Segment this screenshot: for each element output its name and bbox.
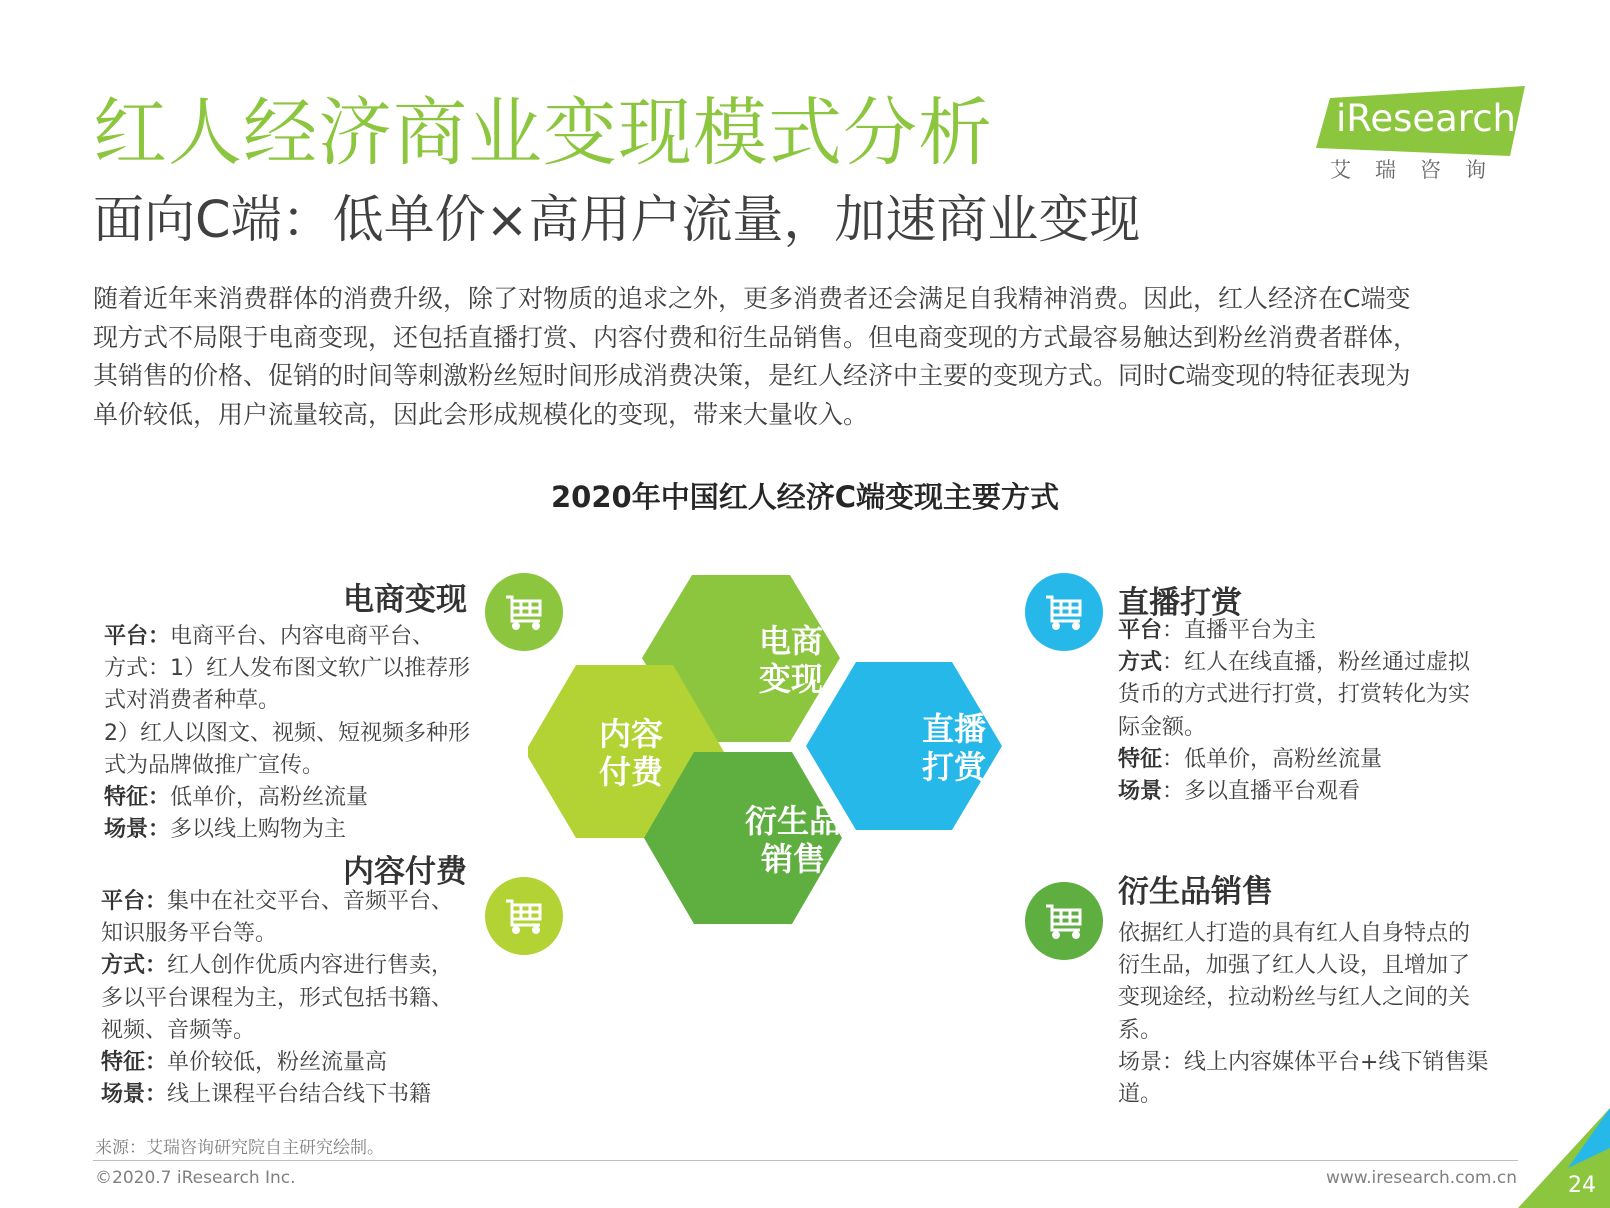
ecommerce-method: 方式：1）红人发布图文软广以推荐形	[104, 656, 470, 682]
derivative-line: 场景：线上内容媒体平台+线下销售渠	[1118, 1049, 1489, 1075]
ecommerce-feature: 特征：低单价，高粉丝流量	[104, 785, 369, 811]
ecommerce-details	[104, 621, 470, 846]
content-method: 视频、音频等。	[101, 1017, 256, 1043]
page-number: 24	[1568, 1173, 1596, 1198]
page-title: 红人经济商业变现模式分析	[93, 90, 993, 176]
live-method: 际金额。	[1118, 714, 1207, 740]
derivative-details	[1118, 918, 1488, 1111]
website-url: www.iresearch.com.cn	[1325, 1168, 1517, 1188]
copyright: ©2020.7 iResearch Inc.	[95, 1168, 296, 1188]
ecommerce-method: 式对消费者种草。	[104, 688, 281, 714]
shopping-cart-icon	[1025, 882, 1103, 960]
ecommerce-method: 式为品牌做推广宣传。	[104, 752, 325, 778]
live-method: 方式：红人在线直播，粉丝通过虚拟	[1118, 650, 1471, 676]
derivative-heading: 衍生品销售	[1118, 874, 1273, 910]
intro-line: 其销售的价格、促销的时间等刺激粉丝短时间形成消费决策，是红人经济中主要的变现方式。同时C端变现的特征表现为	[93, 361, 1411, 390]
hex-live-label: 直播 打赏	[921, 710, 986, 786]
diagram-title: 2020年中国红人经济C端变现主要方式	[551, 480, 1059, 514]
ecommerce-heading: 电商变现	[343, 582, 467, 618]
footer-divider	[93, 1160, 1518, 1161]
content-details	[101, 886, 453, 1111]
corner-decoration	[1518, 1108, 1610, 1208]
hex-content-label: 内容 付费	[598, 715, 663, 791]
derivative-line: 系。	[1118, 1017, 1163, 1043]
content-platform: 知识服务平台等。	[101, 921, 278, 947]
intro-line: 随着近年来消费群体的消费升级，除了对物质的追求之外，更多消费者还会满足自我精神消费。因此，红人经济在C端变	[93, 284, 1411, 313]
live-feature: 特征：低单价，高粉丝流量	[1118, 746, 1383, 772]
content-heading: 内容付费	[343, 854, 467, 890]
shopping-cart-icon	[1025, 573, 1103, 651]
content-method: 方式：红人创作优质内容进行售卖，	[101, 953, 454, 979]
intro-paragraph	[93, 280, 1518, 434]
logo-chinese: 艾瑞咨询	[1330, 158, 1510, 182]
logo-text: iResearch	[1336, 97, 1516, 140]
derivative-line: 依据红人打造的具有红人自身特点的	[1118, 921, 1471, 946]
hex-derivative-label: 衍生品 销售	[744, 802, 841, 878]
content-feature: 特征：单价较低，粉丝流量高	[101, 1050, 388, 1076]
ecommerce-scene: 场景：多以线上购物为主	[104, 817, 347, 843]
live-method: 货币的方式进行打赏，打赏转化为实	[1118, 682, 1471, 708]
derivative-line: 道。	[1118, 1082, 1163, 1108]
ecommerce-platform: 平台：电商平台、内容电商平台、	[104, 624, 435, 649]
content-scene: 场景：线上课程平台结合线下书籍	[101, 1082, 432, 1108]
content-method: 多以平台课程为主，形式包括书籍、	[101, 985, 454, 1011]
hex-ecommerce-label: 电商 变现	[758, 622, 823, 698]
shopping-cart-icon	[485, 877, 563, 955]
page-subtitle: 面向C端：低单价×高用户流量，加速商业变现	[93, 191, 1141, 250]
derivative-line: 衍生品，加强了红人人设，且增加了	[1118, 953, 1471, 979]
content-platform: 平台：集中在社交平台、音频平台、	[101, 889, 454, 914]
intro-line: 单价较低，用户流量较高，因此会形成规模化的变现，带来大量收入。	[93, 399, 869, 429]
derivative-line: 变现途经，拉动粉丝与红人之间的关	[1118, 985, 1471, 1011]
shopping-cart-icon	[485, 573, 563, 651]
live-heading: 直播打赏	[1118, 585, 1242, 621]
live-scene: 场景：多以直播平台观看	[1118, 779, 1361, 805]
ecommerce-method: 2）红人以图文、视频、短视频多种形	[104, 720, 470, 746]
source-note: 来源：艾瑞咨询研究院自主研究绘制。	[95, 1138, 384, 1158]
intro-line: 现方式不局限于电商变现，还包括直播打赏、内容付费和衍生品销售。但电商变现的方式最容易触达到粉丝消费者群体，	[93, 322, 1419, 352]
live-details	[1118, 615, 1470, 808]
live-platform: 平台：直播平台为主	[1118, 618, 1317, 643]
